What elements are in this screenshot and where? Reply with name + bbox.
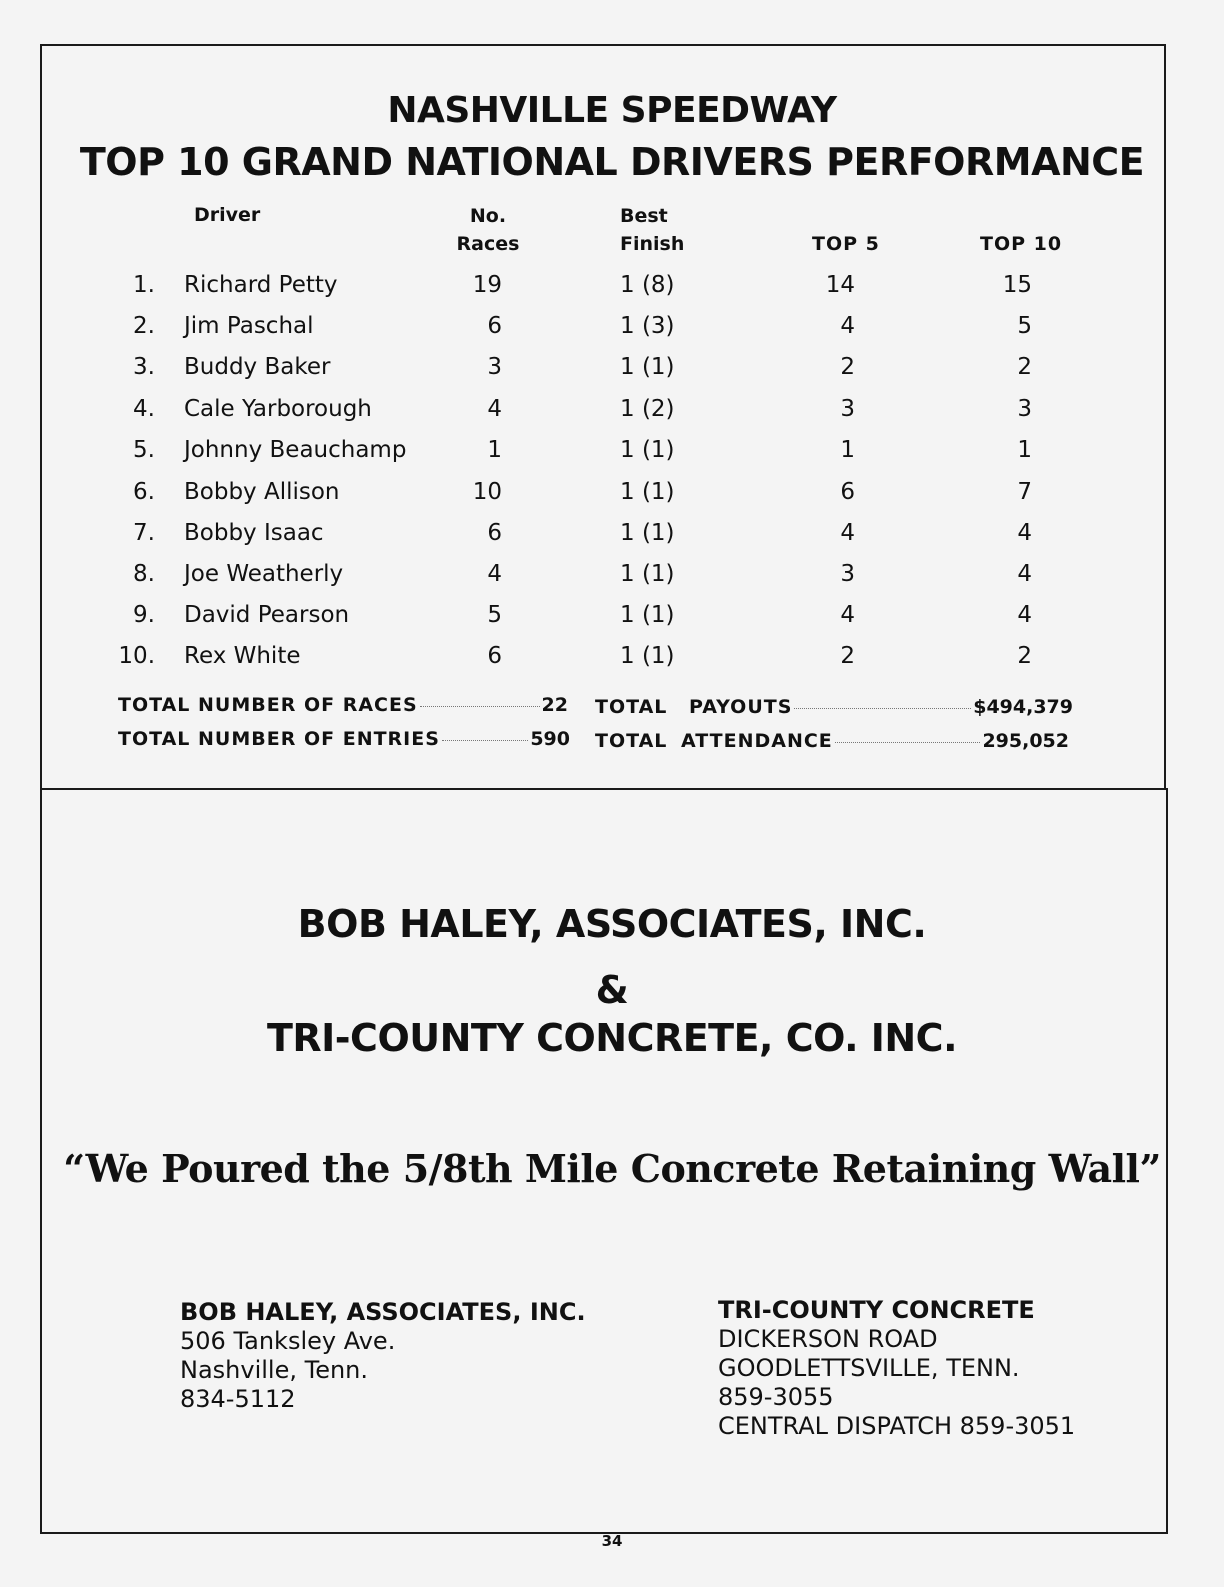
- driver-name: Cale Yarborough: [184, 396, 372, 422]
- top5: 4: [840, 602, 855, 628]
- driver-name: Richard Petty: [184, 272, 338, 298]
- table-row: [0, 561, 1224, 602]
- table-row: [0, 354, 1224, 395]
- col-header-top10: TOP 10: [980, 233, 1063, 255]
- col-header-best-line1: Best: [620, 205, 668, 227]
- total-races-label: TOTAL NUMBER OF RACES: [118, 694, 418, 716]
- top10: 7: [1017, 479, 1032, 505]
- page-number: 34: [601, 1532, 623, 1550]
- right-address-street: DICKERSON ROAD: [718, 1325, 938, 1353]
- company2-heading: TRI-COUNTY CONCRETE, CO. INC.: [266, 1016, 958, 1060]
- best-finish: 1 (1): [620, 643, 675, 669]
- col-header-best-line2: Finish: [620, 233, 685, 255]
- top5: 3: [840, 396, 855, 422]
- best-finish: 1 (1): [620, 479, 675, 505]
- right-address-phone: 859-3055: [718, 1383, 834, 1411]
- table-row: [0, 520, 1224, 561]
- rank: 9.: [133, 602, 155, 628]
- table-row: [0, 272, 1224, 313]
- top10: 4: [1017, 520, 1032, 546]
- driver-name: Bobby Isaac: [184, 520, 324, 546]
- table-row: [0, 479, 1224, 520]
- top5: 1: [840, 437, 855, 463]
- rank: 4.: [133, 396, 155, 422]
- table-row: [0, 437, 1224, 478]
- top10: 15: [1002, 272, 1032, 298]
- top5: 4: [840, 520, 855, 546]
- right-address-name: TRI-COUNTY CONCRETE: [718, 1296, 1035, 1324]
- total-attendance-label: TOTAL ATTENDANCE: [595, 730, 833, 752]
- leader-dots: [442, 740, 528, 741]
- driver-name: Bobby Allison: [184, 479, 340, 505]
- best-finish: 1 (1): [620, 437, 675, 463]
- top10: 4: [1017, 602, 1032, 628]
- races: 5: [487, 602, 502, 628]
- total-entries: [118, 728, 570, 750]
- driver-name: Joe Weatherly: [184, 561, 344, 587]
- top10: 1: [1017, 437, 1032, 463]
- leader-dots: [835, 742, 981, 743]
- top10: 2: [1017, 643, 1032, 669]
- left-address-block: [180, 1298, 586, 1414]
- best-finish: 1 (1): [620, 602, 675, 628]
- table-row: [0, 396, 1224, 437]
- total-payouts: [595, 696, 1073, 718]
- left-address-name: BOB HALEY, ASSOCIATES, INC.: [180, 1298, 586, 1326]
- slogan: “We Poured the 5/8th Mile Concrete Retaining Wall”: [63, 1146, 1161, 1191]
- rank: 2.: [133, 313, 155, 339]
- races: 10: [472, 479, 502, 505]
- left-address-city: Nashville, Tenn.: [180, 1356, 369, 1384]
- table-row: [0, 643, 1224, 684]
- driver-name: Johnny Beauchamp: [184, 437, 407, 463]
- col-header-driver: Driver: [194, 204, 261, 226]
- best-finish: 1 (3): [620, 313, 675, 339]
- best-finish: 1 (1): [620, 520, 675, 546]
- total-races: [118, 694, 568, 716]
- col-header-races-line2: Races: [456, 233, 520, 255]
- top10: 4: [1017, 561, 1032, 587]
- driver-name: Rex White: [184, 643, 301, 669]
- top5: 14: [825, 272, 855, 298]
- rank: 7.: [133, 520, 155, 546]
- top5: 2: [840, 643, 855, 669]
- table-row: [0, 313, 1224, 354]
- rank: 10.: [118, 643, 155, 669]
- driver-name: Jim Paschal: [184, 313, 314, 339]
- total-payouts-value: $494,379: [973, 696, 1073, 718]
- top5: 6: [840, 479, 855, 505]
- top10: 3: [1017, 396, 1032, 422]
- rank: 1.: [133, 272, 155, 298]
- page-title: NASHVILLE SPEEDWAY: [387, 90, 837, 131]
- total-entries-label: TOTAL NUMBER OF ENTRIES: [118, 728, 440, 750]
- races: 4: [487, 561, 502, 587]
- races: 6: [487, 643, 502, 669]
- ampersand: &: [595, 968, 629, 1012]
- races: 6: [487, 520, 502, 546]
- top5: 3: [840, 561, 855, 587]
- page-subtitle: TOP 10 GRAND NATIONAL DRIVERS PERFORMANCE: [79, 140, 1145, 184]
- leader-dots: [420, 706, 540, 707]
- left-address-phone: 834-5112: [180, 1385, 296, 1413]
- top10: 2: [1017, 354, 1032, 380]
- best-finish: 1 (2): [620, 396, 675, 422]
- table-row: [0, 602, 1224, 643]
- total-payouts-label: TOTAL PAYOUTS: [595, 696, 793, 718]
- rank: 3.: [133, 354, 155, 380]
- races: 4: [487, 396, 502, 422]
- rank: 8.: [133, 561, 155, 587]
- top5: 4: [840, 313, 855, 339]
- best-finish: 1 (1): [620, 561, 675, 587]
- races: 6: [487, 313, 502, 339]
- col-header-top5: TOP 5: [812, 233, 880, 255]
- best-finish: 1 (1): [620, 354, 675, 380]
- rank: 5.: [133, 437, 155, 463]
- total-attendance: [595, 730, 1069, 752]
- col-header-races-line1: No.: [469, 205, 507, 227]
- left-address-street: 506 Tanksley Ave.: [180, 1327, 396, 1355]
- right-address-city: GOODLETTSVILLE, TENN.: [718, 1354, 1020, 1382]
- right-address-block: [718, 1296, 1075, 1441]
- leader-dots: [794, 708, 971, 709]
- driver-name: David Pearson: [184, 602, 350, 628]
- right-address-dispatch: CENTRAL DISPATCH 859-3051: [718, 1412, 1076, 1440]
- driver-name: Buddy Baker: [184, 354, 331, 380]
- best-finish: 1 (8): [620, 272, 675, 298]
- top10: 5: [1017, 313, 1032, 339]
- total-races-value: 22: [541, 694, 568, 716]
- races: 1: [487, 437, 502, 463]
- rank: 6.: [133, 479, 155, 505]
- company1-heading: BOB HALEY, ASSOCIATES, INC.: [297, 902, 927, 946]
- races: 19: [472, 272, 502, 298]
- top5: 2: [840, 354, 855, 380]
- total-attendance-value: 295,052: [982, 730, 1069, 752]
- total-entries-value: 590: [530, 728, 570, 750]
- races: 3: [487, 354, 502, 380]
